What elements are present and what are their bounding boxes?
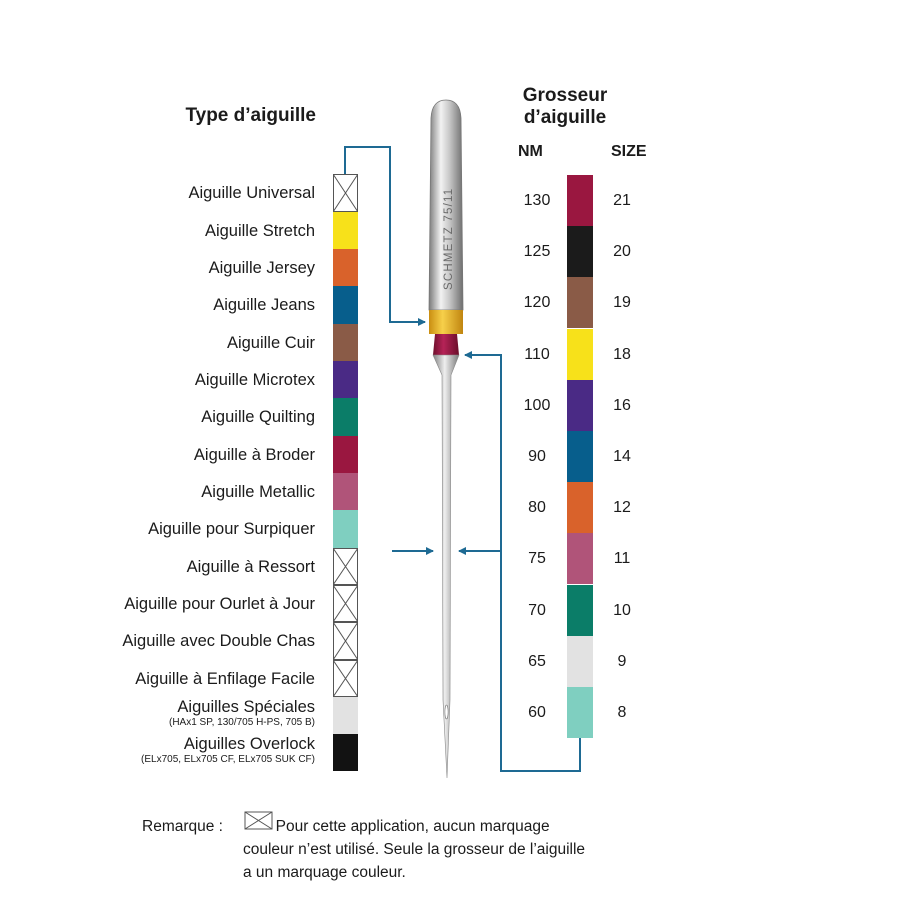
size-column-heading: SIZE [611, 143, 647, 160]
needle-size-band [433, 334, 459, 355]
needle-type-name: Aiguille Quilting [201, 408, 315, 426]
needle-type-examples: (HAx1 SP, 130/705 H-PS, 705 B) [168, 717, 315, 728]
nm-value: 130 [523, 192, 551, 209]
needle-type-name: Aiguille Universal [188, 184, 315, 202]
nm-value: 60 [528, 704, 546, 721]
remark-line2: couleur n’est utilisé. Seule la grosseur de l’aiguille [243, 841, 586, 858]
nm-value: 65 [528, 652, 546, 670]
type-heading: Type d’aiguille [185, 105, 316, 126]
size-value: 8 [617, 704, 627, 721]
remark-line3: a un marquage couleur. [243, 864, 406, 881]
needle-type-name: Aiguilles Overlock [183, 735, 315, 753]
nm-value: 100 [523, 396, 551, 414]
needle-type-name: Aiguille Jeans [213, 296, 315, 314]
needle-type-name: Aiguille Jersey [208, 259, 315, 277]
needle-type-name: Aiguille Stretch [204, 222, 315, 240]
needle-type-name: Aiguille à Broder [193, 446, 315, 464]
nm-value: 75 [528, 550, 546, 568]
size-value: 18 [613, 345, 631, 363]
needle-type-name: Aiguille Metallic [201, 483, 315, 501]
size-value: 20 [613, 243, 631, 261]
needle-type-name: Aiguille Microtex [194, 371, 315, 389]
size-value: 19 [613, 294, 631, 312]
size-heading-line1: Grosseur [522, 85, 608, 106]
nm-value: 110 [524, 345, 550, 363]
nm-value: 80 [528, 499, 546, 517]
needle-type-name: Aiguille pour Ourlet à Jour [124, 595, 315, 613]
remark-note [142, 815, 662, 884]
size-value: 12 [613, 499, 631, 517]
needle-type-name: Aiguilles Spéciales [177, 698, 315, 716]
nm-value: 90 [528, 448, 546, 465]
sewing-needle [429, 100, 463, 778]
type-connector [345, 147, 425, 322]
nm-value: 125 [523, 243, 551, 261]
size-value: 10 [613, 601, 631, 619]
remark-prefix: Remarque : [142, 818, 223, 835]
needle-type-name: Aiguille à Enfilage Facile [135, 670, 315, 688]
needle-eye [445, 705, 448, 719]
needle-type-name: Aiguille Cuir [226, 334, 315, 352]
needle-engraving: SCHMETZ 75/11 [443, 187, 455, 290]
size-connector [465, 355, 580, 771]
remark-line1: Pour cette application, aucun marquage [275, 818, 550, 835]
size-value: 11 [613, 550, 631, 568]
needle-type-band [429, 310, 463, 334]
size-value: 14 [613, 448, 631, 465]
size-heading-line2: d’aiguille [523, 107, 607, 128]
needle-type-name: Aiguille avec Double Chas [122, 632, 315, 650]
nm-column-heading: NM [518, 143, 543, 160]
nm-value: 70 [528, 601, 546, 619]
size-value: 16 [613, 396, 631, 414]
needle-type-examples: (ELx705, ELx705 CF, ELx705 SUK CF) [141, 754, 315, 765]
needle-type-name: Aiguille pour Surpiquer [148, 520, 315, 538]
nm-value: 120 [523, 294, 551, 312]
needle-type-name: Aiguille à Ressort [186, 558, 315, 576]
size-value: 21 [613, 192, 631, 209]
size-value: 9 [617, 652, 627, 670]
